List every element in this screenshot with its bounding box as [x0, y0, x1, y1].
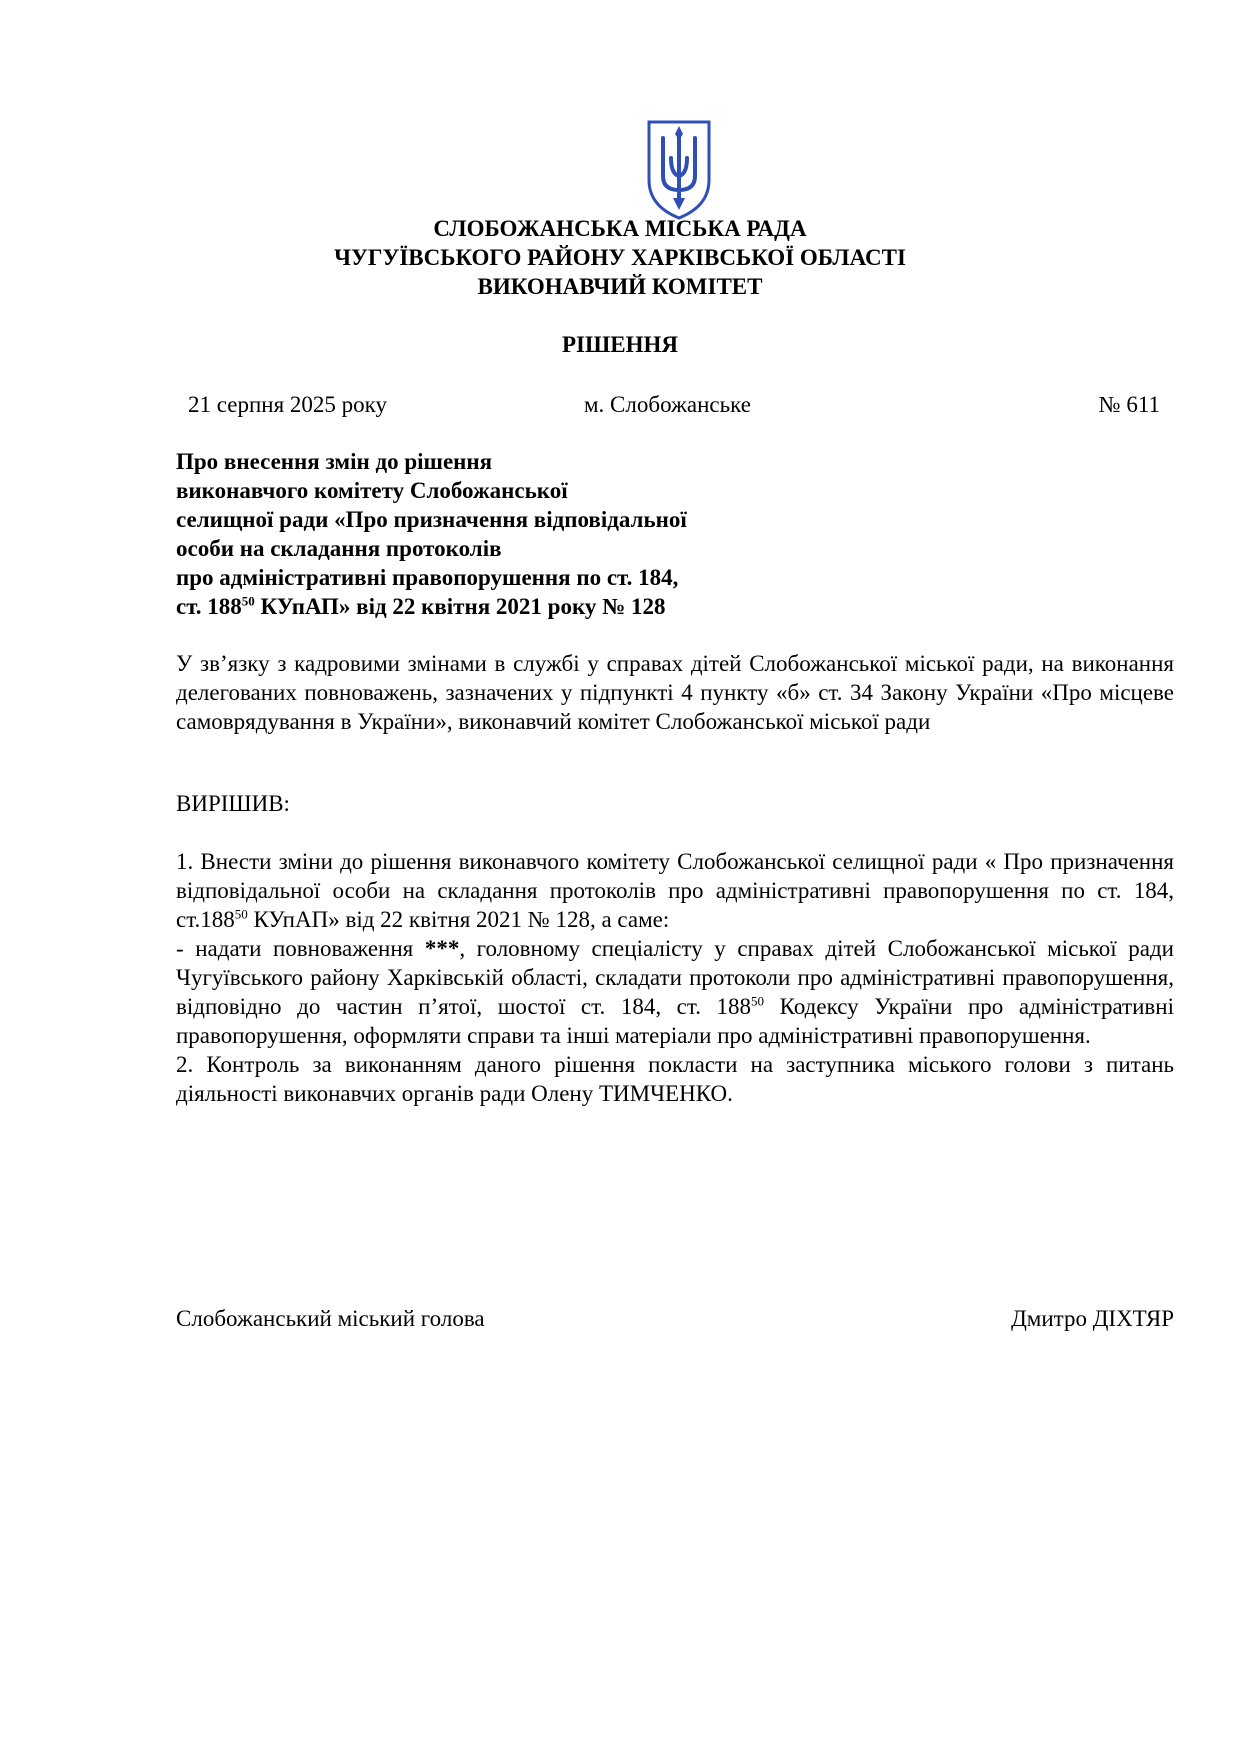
subject-line: селищної ради «Про призначення відповідальної: [176, 507, 687, 532]
subject-line: Про внесення змін до рішення: [176, 449, 493, 474]
item-text: - надати повноваження: [176, 936, 425, 961]
subject-line: про адміністративні правопорушення по ст. 184,: [176, 565, 679, 590]
council-name: СЛОБОЖАНСЬКА МІСЬКА РАДА: [433, 216, 807, 241]
district-name: ЧУГУЇВСЬКОГО РАЙОНУ ХАРКІВСЬКОЇ ОБЛАСТІ: [334, 245, 906, 270]
item-2: 2. Контроль за виконанням даного рішення покласти на заступника міського голови з питань діяльності виконавчих органів ради Олену ТИМЧЕНКО.: [176, 1052, 1174, 1106]
item-text: , головному спеціалісту у справах дітей Слобожанської міської ради Чугуївського району Харківській області, складати протоколи про адміністративні правопорушення, відповідно до частин п’ятої, шостої ст. 184, ст. 188: [176, 936, 1174, 1019]
document-number: № 611: [1098, 392, 1160, 417]
superscript: 50: [241, 593, 255, 609]
redacted-name: ***: [424, 936, 460, 961]
item-text: Кодексу України про адміністративні правопорушення, оформляти справи та інші матеріали про адміністративні правопорушення.: [176, 994, 1174, 1048]
document-type: РІШЕННЯ: [562, 332, 678, 357]
subject-text: КУпАП» від 22 квітня 2021 року № 128: [254, 594, 666, 619]
item-1: [176, 847, 1174, 934]
subject-line: особи на складання протоколів: [176, 536, 502, 561]
subject-text: ст. 188: [176, 594, 242, 619]
document-place: м. Слобожанське: [584, 392, 751, 417]
superscript: 50: [751, 993, 765, 1009]
coat-of-arms-icon: [643, 118, 715, 221]
signatory-name: Дмитро ДІХТЯР: [1011, 1306, 1174, 1331]
committee-name: ВИКОНАВЧИЙ КОМІТЕТ: [477, 274, 763, 299]
signatory-position: Слобожанський міський голова: [176, 1306, 485, 1331]
decided-heading: ВИРІШИВ:: [176, 791, 290, 816]
decision-items: [176, 847, 1174, 1108]
item-text: КУпАП» від 22 квітня 2021 № 128, а саме:: [247, 907, 670, 932]
document-date: 21 серпня 2025 року: [188, 392, 387, 417]
superscript: 50: [234, 906, 248, 922]
subject-line: [176, 592, 687, 621]
subject-line: виконавчого комітету Слобожанської: [176, 478, 568, 503]
preamble-text: У зв’язку з кадровими змінами в службі у справах дітей Слобожанської міської ради, на виконання делегованих повноважень, зазначених у підпункті 4 пункту «б» ст. 34 Закону України «Про місцеве самоврядування в України», виконавчий комітет Слобожанської міської ради: [176, 651, 1174, 734]
item-1-detail: [176, 934, 1174, 1050]
document-subject: [176, 447, 687, 621]
item-text: 1. Внести зміни до рішення виконавчого комітету Слобожанської селищної ради « Про призначення відповідальної особи на складання протоколів про адміністративні правопорушення по ст. 184, ст.188: [176, 849, 1174, 932]
preamble: [176, 649, 1174, 736]
